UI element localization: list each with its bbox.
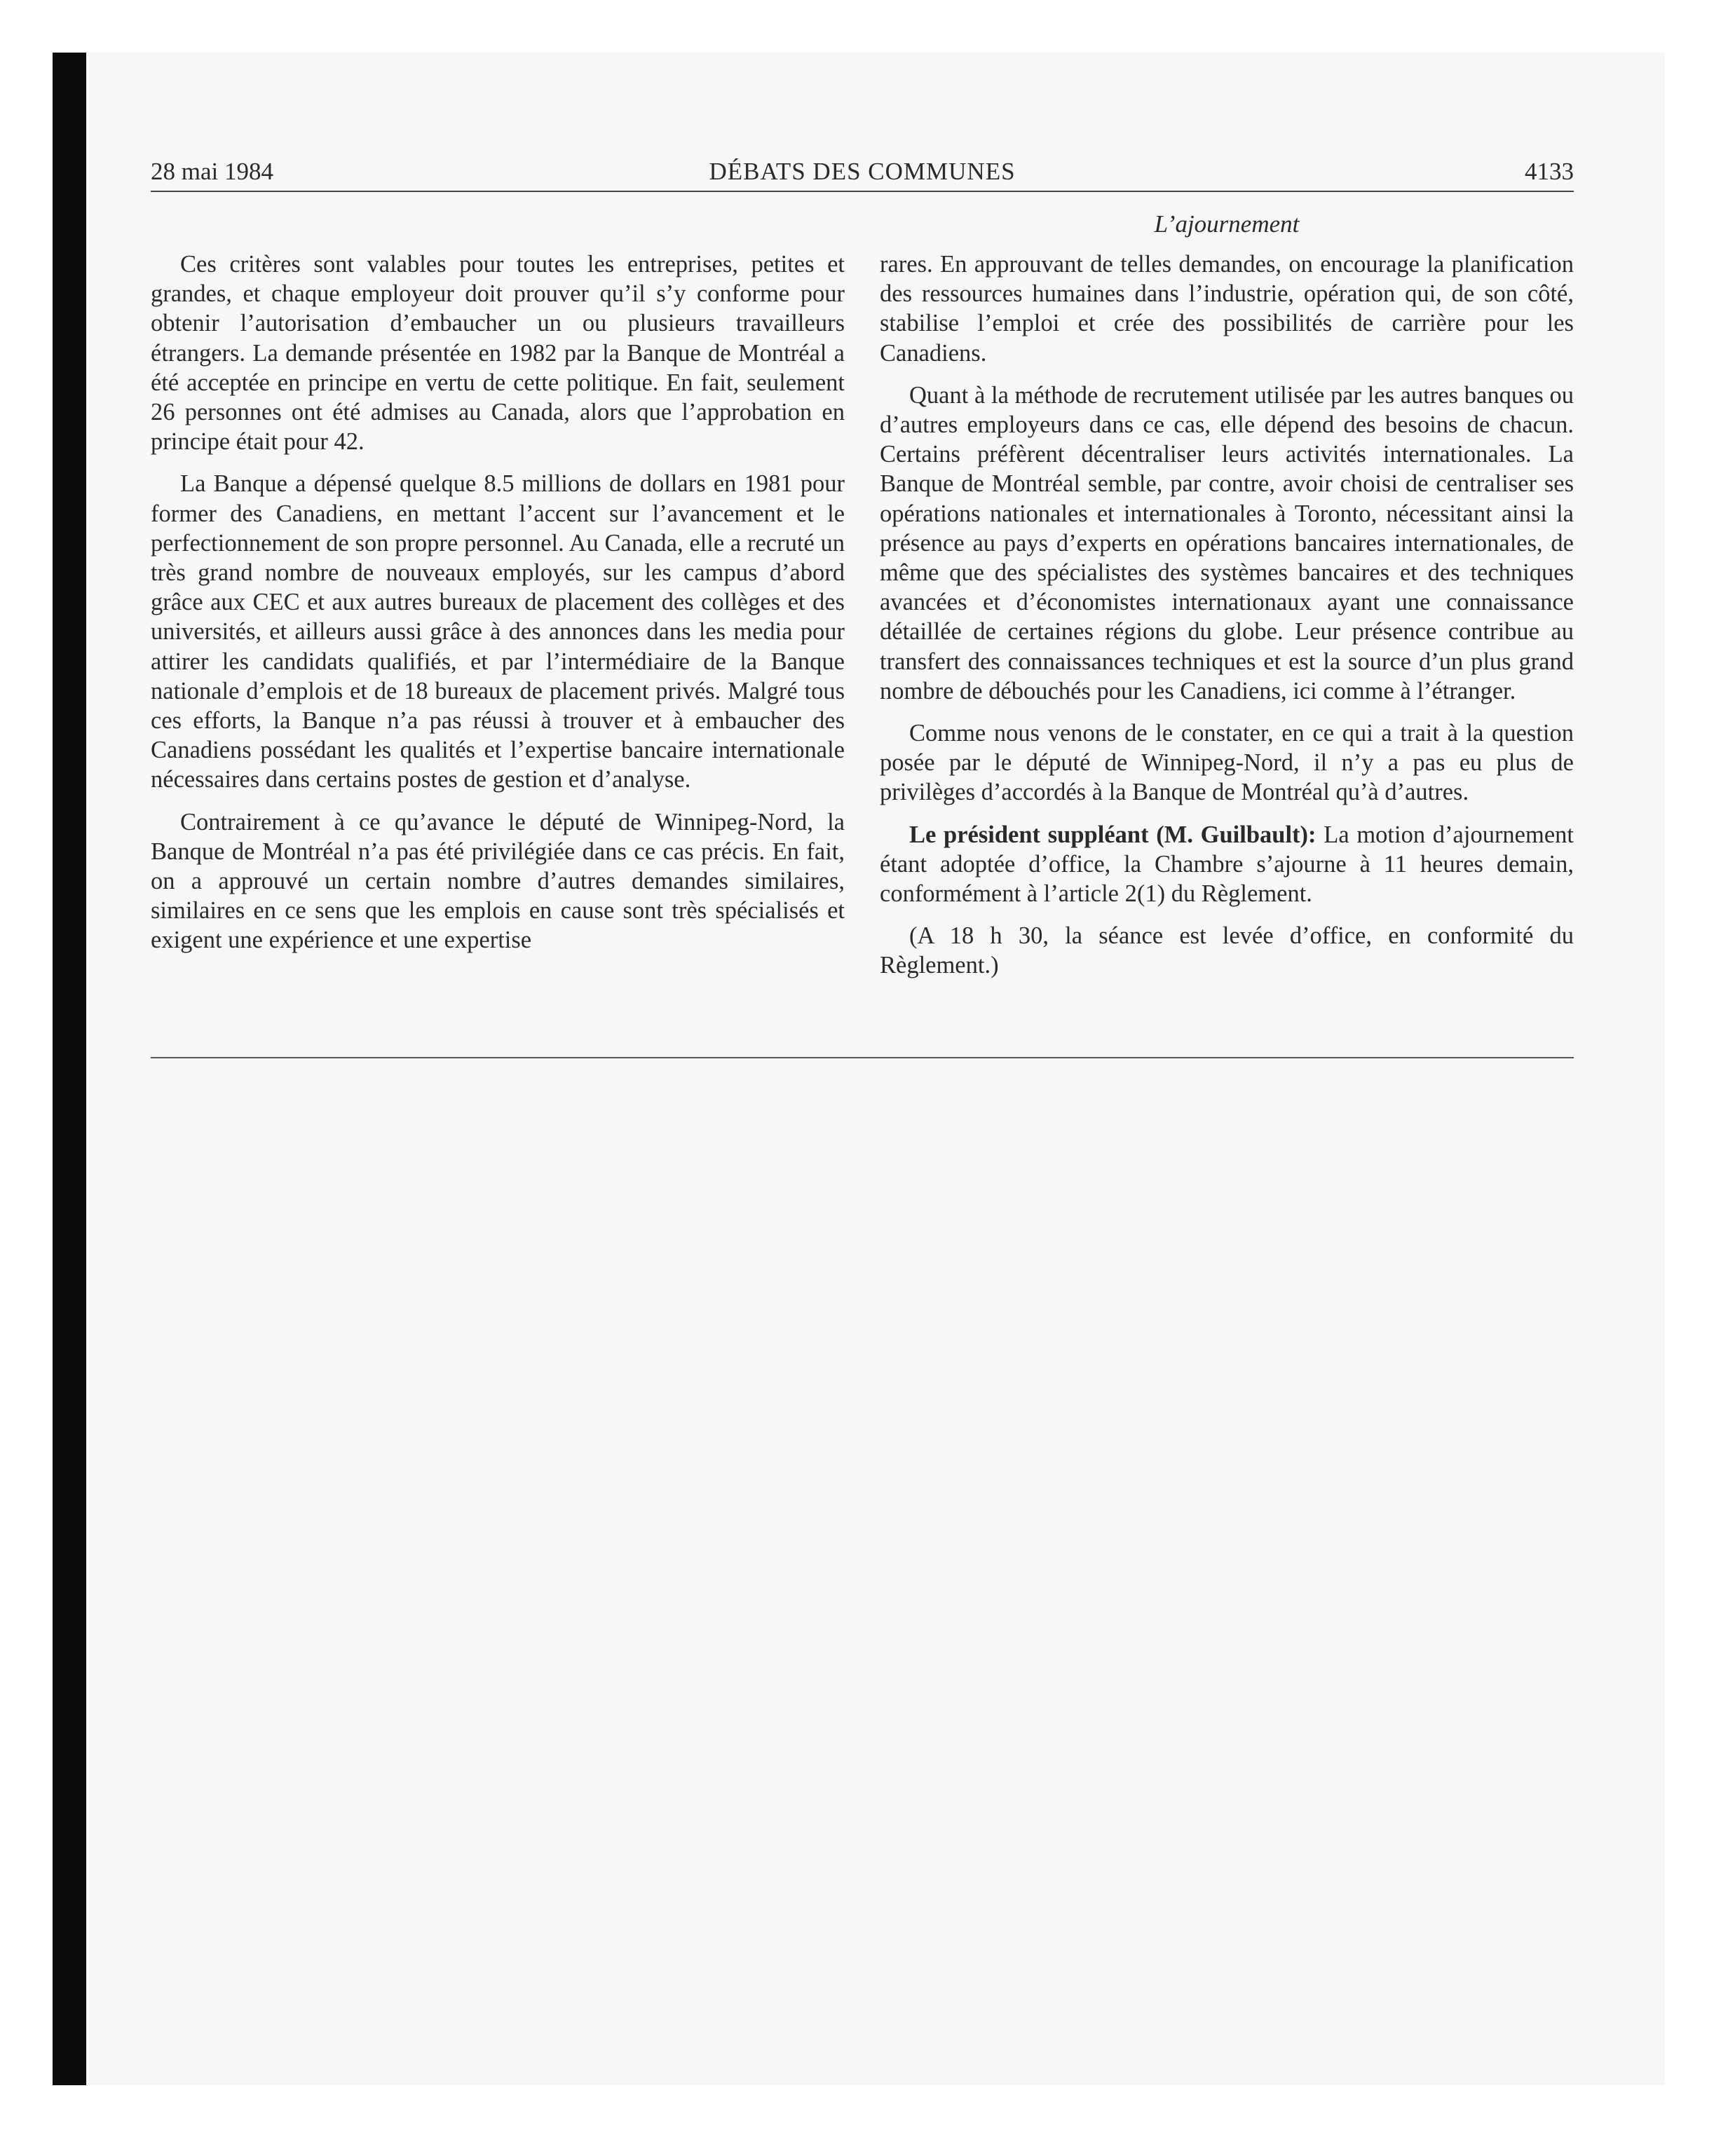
speaker-paragraph — [880, 820, 1574, 909]
paragraph: La Banque a dépensé quelque 8.5 millions de dollars en 1981 pour former des Canadiens, en mettant l’accent sur l’avancement et le perfectionnement de son propre personnel. Au Canada, elle a recruté un très grand nombre de nouveaux employés, sur les campus d’abord grâce aux CEC et aux autres bureaux de placement des collèges et des universités, et ailleurs aussi grâce à des annonces dans les media pour attirer les candidats qualifiés, et par l’intermédiaire de la Banque nationale d’emplois et de 18 bureaux de placement privés. Malgré tous ces efforts, la Banque n’a pas réussi à trouver et à embaucher des Canadiens possédant les qualités et l’expertise bancaire internationale nécessaires dans certains postes de gestion et d’analyse. — [151, 470, 845, 793]
running-header — [151, 156, 1574, 188]
paragraph: Contrairement à ce qu’avance le député de Winnipeg-Nord, la Banque de Montréal n’a pas été privilégiée dans ce cas précis. En fait, on a approuvé un certain nombre d’autres demandes similaires, similaires en ce sens que les emplois en cause sont très spécialisés et exigent une expérience et une expertise — [151, 808, 845, 954]
header-date: 28 mai 1984 — [151, 158, 273, 185]
header-rule — [151, 191, 1574, 192]
speaker-text: La motion d’ajournement étant adoptée d’office, la Chambre s’ajourne à 11 heures demain, conformément à l’article 2(1) du Règlement. — [880, 821, 1574, 908]
page-number: 4133 — [1525, 158, 1574, 185]
end-rule — [151, 1057, 1574, 1058]
left-column — [151, 250, 845, 968]
section-title: L’ajournement — [1154, 210, 1300, 238]
right-column — [880, 250, 1574, 993]
paragraph-continuation: rares. En approuvant de telles demandes, on encourage la planification des ressources humaines dans l’industrie, opération qui, de son côté, stabilise l’emploi et crée des possibilités de carrière pour les Canadiens. — [880, 251, 1574, 367]
header-title: DÉBATS DES COMMUNES — [709, 158, 1016, 185]
paragraph: Comme nous venons de le constater, en ce qui a trait à la question posée par le député de Winnipeg-Nord, il n’y a pas eu plus de privilèges d’accordés à la Banque de Montréal qu’à d’autres. — [880, 720, 1574, 806]
binding-shadow — [53, 53, 86, 2085]
closing-note: (A 18 h 30, la séance est levée d’office, en conformité du Règlement.) — [880, 922, 1574, 979]
paragraph: Quant à la méthode de recrutement utilisée par les autres banques ou d’autres employeurs dans ce cas, elle dépend des besoins de chacun. Certains préfèrent décentraliser leurs activités internationales. La Banque de Montréal semble, par contre, avoir choisi de centraliser ses opérations nationales et internationales à Toronto, nécessitant ainsi la présence au pays d’experts en opérations bancaires internationales, de même que des spécialistes des systèmes bancaires et des techniques avancées et d’économistes internationaux ayant une connaissance détaillée de certaines régions du globe. Leur présence contribue au transfert des connaissances techniques et est la source d’un plus grand nombre de débouchés pour les Canadiens, ici comme à l’étranger. — [880, 381, 1574, 704]
speaker-name: Le président suppléant (M. Guilbault): — [909, 821, 1316, 848]
paragraph: Ces critères sont valables pour toutes les entreprises, petites et grandes, et chaque employeur doit prouver qu’il s’y conforme pour obtenir l’autorisation d’embaucher un ou plusieurs travailleurs étrangers. La demande présentée en 1982 par la Banque de Montréal a été acceptée en principe en vertu de cette politique. En fait, seulement 26 personnes ont été admises au Canada, alors que l’approbation en principe était pour 42. — [151, 251, 845, 456]
